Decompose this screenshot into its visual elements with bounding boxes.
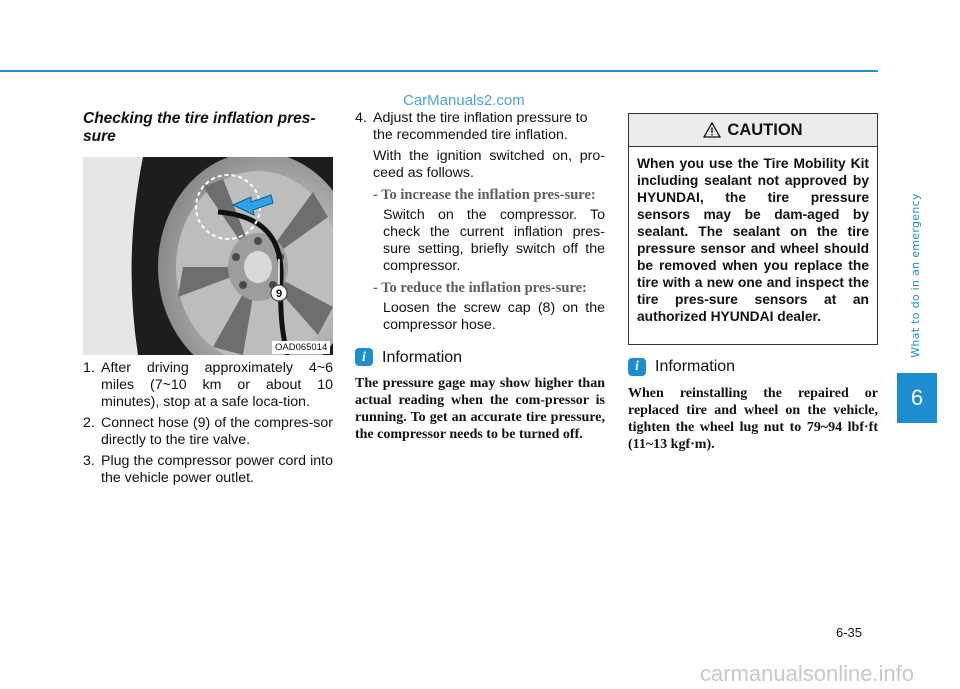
header-rule bbox=[0, 70, 878, 72]
step-item bbox=[355, 110, 605, 144]
info-title: Information bbox=[382, 348, 463, 366]
step-text: Adjust the tire inflation pressure to the recommended tire inflation. bbox=[373, 110, 588, 143]
chapter-number-badge[interactable]: 6 bbox=[897, 373, 937, 423]
step-number: 4. bbox=[355, 110, 367, 126]
step-item bbox=[83, 360, 333, 411]
callout-9-label: 9 bbox=[275, 288, 283, 300]
step-number: 1. bbox=[83, 360, 95, 376]
image-code: OAD065014 bbox=[272, 341, 330, 354]
page-number: 6-35 bbox=[836, 625, 863, 640]
info-icon: i bbox=[628, 358, 646, 376]
tire-valve-photo bbox=[83, 157, 333, 355]
step-item bbox=[83, 415, 333, 449]
chapter-side-tab-label: What to do in an emergency bbox=[908, 192, 922, 358]
step-number: 2. bbox=[83, 415, 95, 431]
middle-column bbox=[355, 110, 605, 443]
caution-text: When you use the Tire Mobility Kit including sealant not approved by HYUNDAI, the tire pressure sensors may be dam-aged by sealant. The sealant on the tire pressure sensor and wheel should be removed when you replace the tire with a new one and inspect the tire pres-sure sensors at an authorized HYUNDAI dealer. bbox=[637, 156, 869, 324]
step-text: Connect hose (9) of the compres-sor directly to the tire valve. bbox=[101, 415, 333, 448]
step-intro: With the ignition switched on, pro-ceed as follows. bbox=[373, 148, 605, 181]
substep-title: - To reduce the inflation pres-sure: bbox=[373, 280, 587, 296]
warning-triangle-icon bbox=[703, 122, 721, 138]
caution-box bbox=[628, 113, 878, 345]
watermark-text[interactable]: CarManuals2.com bbox=[403, 92, 525, 109]
chapter-side-tab[interactable] bbox=[905, 190, 925, 360]
section-title bbox=[83, 110, 333, 146]
steps-list bbox=[83, 360, 333, 491]
info-heading bbox=[355, 348, 605, 366]
step-item bbox=[83, 453, 333, 487]
info-title: Information bbox=[655, 358, 736, 375]
substep-text: Switch on the compressor. To check the current inflation pres-sure setting, briefly switch off the compressor. bbox=[383, 207, 605, 274]
caution-title: CAUTION bbox=[727, 120, 803, 139]
tire-illustration bbox=[83, 157, 333, 355]
info-body: The pressure gage may show higher than actual reading when the com-pressor is running. To get an accurate tire pressure, the compressor needs to be turned off. bbox=[355, 376, 605, 442]
step-text: Plug the compressor power cord into the vehicle power outlet. bbox=[101, 453, 333, 486]
substep-title: - To increase the inflation pres-sure: bbox=[373, 187, 596, 203]
footer-watermark[interactable]: carmanualsonline.info bbox=[700, 661, 915, 686]
info-heading bbox=[628, 358, 878, 376]
info-icon: i bbox=[355, 348, 373, 366]
caution-header bbox=[629, 114, 877, 147]
step-text: After driving approximately 4~6 miles (7~10 km or about 10 minutes), stop at a safe loca-tion. bbox=[101, 360, 333, 410]
section-title-text: Checking the tire inflation pres- sure bbox=[83, 110, 316, 145]
substep-text: Loosen the screw cap (8) on the compressor hose. bbox=[383, 300, 605, 333]
step-number: 3. bbox=[83, 453, 95, 469]
information-block bbox=[628, 358, 878, 453]
info-body: When reinstalling the repaired or replaced tire and wheel on the vehicle, tighten the wheel lug nut to 79~94 lbf·ft (11~13 kgf·m). bbox=[628, 386, 878, 452]
